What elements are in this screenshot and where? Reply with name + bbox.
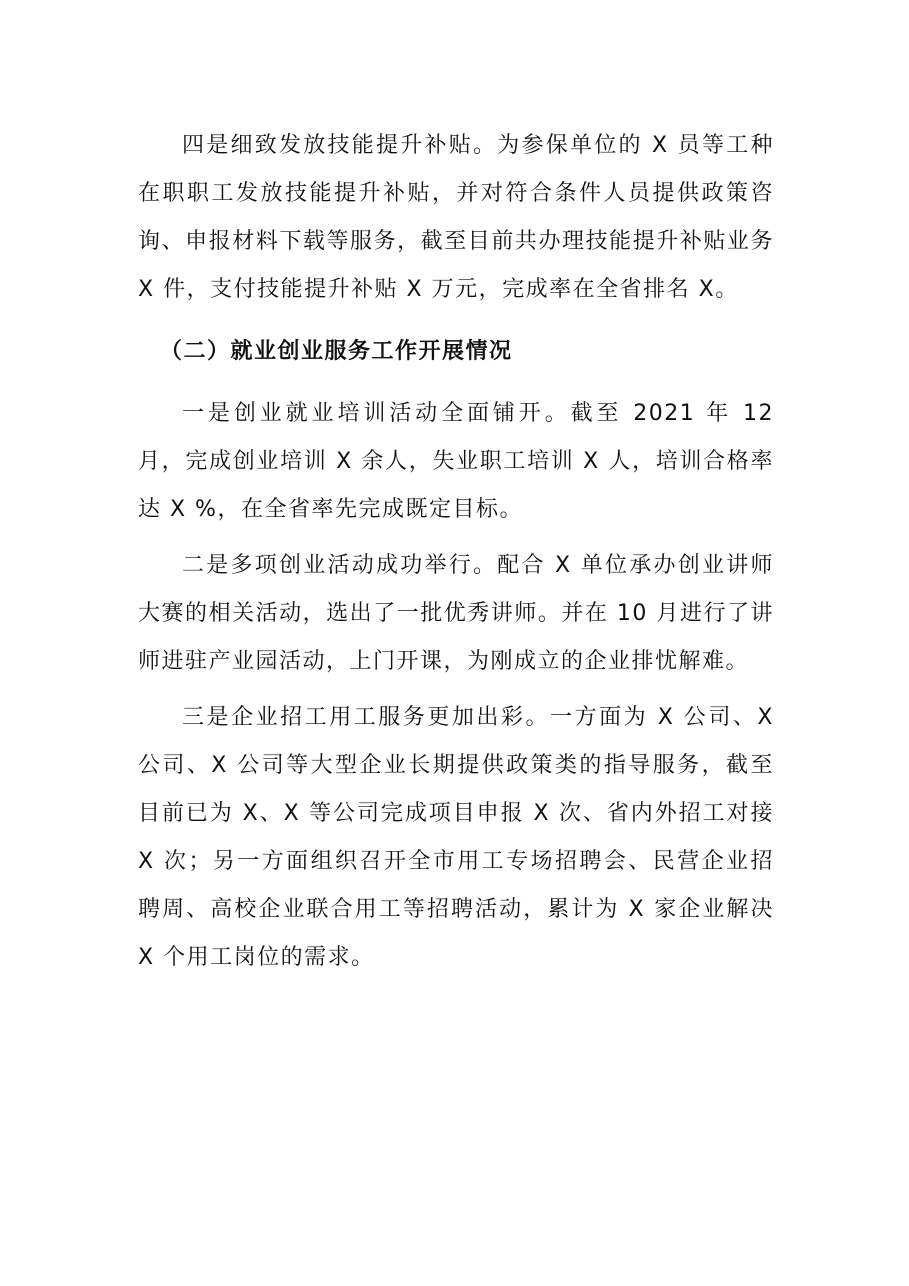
section-heading: （二）就业创业服务工作开展情况 [160, 339, 513, 364]
document-body [138, 122, 774, 982]
paragraph-training: 一是创业就业培训活动全面铺开。截至 2021 年 12 月，完成创业培训 X 余人，失业职工培训 X 人，培训合格率达 X %，在全省率先完成既定目标。 [138, 401, 774, 522]
paragraph-recruitment: 三是企业招工用工服务更加出彩。一方面为 X 公司、X 公司、X 公司等大型企业长期提供政策类的指导服务，截至目前已为 X、X 等公司完成项目申报 X 次、省内外招工对接 X 次；另一方面组织召开全市用工专场招聘会、民营企业招聘周、高校企业联合用工等招聘活动，累计为 X 家企业解决 X 个用工岗位的需求。 [138, 705, 774, 970]
paragraph-skill-subsidy: 四是细致发放技能提升补贴。为参保单位的 X 员等工种在职职工发放技能提升补贴，并对符合条件人员提供政策咨询、申报材料下载等服务，截至目前共办理技能提升补贴业务 X 件，支付技能提升补贴 X 万元，完成率在全省排名 X。 [138, 133, 774, 302]
paragraph-activities: 二是多项创业活动成功举行。配合 X 单位承办创业讲师大赛的相关活动，选出了一批优秀讲师。并在 10 月进行了讲师进驻产业园活动，上门开课，为刚成立的企业排忧解难。 [138, 553, 774, 674]
